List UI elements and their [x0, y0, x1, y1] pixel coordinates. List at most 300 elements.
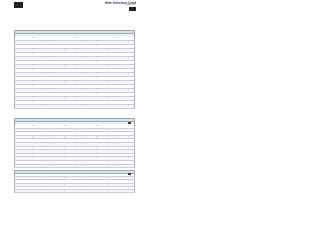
table-cell [91, 143, 102, 146]
table-cell [70, 45, 81, 48]
table-cell [102, 139, 113, 142]
table-cell [70, 154, 81, 157]
table-cell [91, 53, 102, 56]
table-cell [123, 184, 134, 186]
table-cell [91, 161, 102, 164]
table-cell [38, 165, 49, 168]
table-cell [113, 154, 124, 157]
table-cell [91, 81, 102, 84]
table-cell [70, 136, 81, 139]
table-cell [48, 85, 59, 88]
table-cell [102, 180, 113, 182]
table-cell [70, 174, 81, 176]
table-cell [48, 174, 59, 176]
table-cell [38, 190, 49, 192]
table-cell [113, 157, 124, 160]
table-cell [123, 49, 134, 52]
table-cell [48, 157, 59, 160]
table-cell [70, 57, 81, 60]
table-cell [123, 85, 134, 88]
table-cell [27, 157, 38, 160]
table-cell [81, 136, 92, 139]
table-cell [38, 139, 49, 142]
row-label[interactable] [15, 57, 27, 60]
table-cell [81, 147, 92, 150]
table-cell [113, 77, 124, 80]
table-cell [59, 174, 70, 176]
table-cell [91, 190, 102, 192]
connector-icon [128, 122, 131, 124]
table-cell [38, 101, 49, 104]
table-cell [91, 65, 102, 68]
table-cell [48, 49, 59, 52]
table-cell [59, 139, 70, 142]
table-cell [123, 65, 134, 68]
table-cell [123, 161, 134, 164]
row-label[interactable] [15, 147, 27, 150]
table-cell [70, 93, 81, 96]
table-cell [91, 85, 102, 88]
table-cell [48, 147, 59, 150]
table-cell [59, 161, 70, 164]
table-cell [48, 37, 59, 40]
table-cell [27, 41, 38, 44]
table-cell [81, 93, 92, 96]
page-title: Wire Selection Chart [104, 1, 136, 5]
table-cell [91, 136, 102, 139]
row-label[interactable] [15, 184, 27, 186]
table-cell [59, 85, 70, 88]
table-cell [59, 101, 70, 104]
row-label[interactable] [15, 132, 27, 135]
table-cell [59, 105, 70, 108]
row-label[interactable] [15, 53, 27, 56]
table-cell [27, 85, 38, 88]
table-cell [38, 89, 49, 92]
table-cell [81, 65, 92, 68]
table-cell [59, 190, 70, 192]
table-cell [81, 105, 92, 108]
table-cell [27, 190, 38, 192]
table-cell [70, 65, 81, 68]
table-cell [38, 184, 49, 186]
table-cell [48, 136, 59, 139]
table-cell [91, 97, 102, 100]
table-cell [70, 69, 81, 72]
row-label[interactable] [15, 61, 27, 64]
table-cell [81, 77, 92, 80]
table-cell [113, 180, 124, 182]
table-cell [38, 45, 49, 48]
table-cell [102, 97, 113, 100]
row-label[interactable] [15, 136, 27, 139]
table-cell [59, 77, 70, 80]
table-cell [48, 97, 59, 100]
table-cell [48, 184, 59, 186]
row-label[interactable] [15, 190, 27, 192]
table-cell [27, 187, 38, 189]
table-cell [70, 190, 81, 192]
table-cell [48, 180, 59, 182]
table-cell [123, 125, 134, 128]
table-cell [27, 154, 38, 157]
table-cell [81, 177, 92, 179]
table-cell [113, 143, 124, 146]
table-row [14, 190, 135, 193]
table-cell [81, 150, 92, 153]
table-cell [113, 184, 124, 186]
table-cell [102, 45, 113, 48]
table-cell [123, 73, 134, 76]
row-label[interactable] [15, 69, 27, 72]
table-cell [27, 53, 38, 56]
table-cell [59, 73, 70, 76]
row-label[interactable] [15, 125, 27, 128]
table-cell [48, 150, 59, 153]
table-cell [48, 65, 59, 68]
row-label[interactable] [15, 177, 27, 179]
table-cell [113, 41, 124, 44]
row-label[interactable] [15, 154, 27, 157]
table-cell [91, 154, 102, 157]
table-cell [91, 132, 102, 135]
table-cell [91, 129, 102, 132]
table-cell [123, 143, 134, 146]
table-cell [38, 154, 49, 157]
table-cell [70, 73, 81, 76]
table-cell [102, 147, 113, 150]
table-cell [91, 184, 102, 186]
table-cell [59, 65, 70, 68]
table-cell [27, 174, 38, 176]
table-cell [27, 73, 38, 76]
row-label[interactable] [15, 139, 27, 142]
table-cell [27, 136, 38, 139]
company-logo [14, 2, 23, 8]
table-cell [27, 37, 38, 40]
table-cell [113, 125, 124, 128]
table-cell [123, 150, 134, 153]
table-cell [113, 93, 124, 96]
row-label[interactable] [15, 73, 27, 76]
table-cell [70, 81, 81, 84]
table-cell [113, 97, 124, 100]
table-cell [123, 89, 134, 92]
table-cell [123, 129, 134, 132]
row-label[interactable] [15, 174, 27, 176]
table-cell [102, 57, 113, 60]
row-label[interactable] [15, 161, 27, 164]
table-cell [48, 154, 59, 157]
table-cell [59, 81, 70, 84]
table-row [14, 165, 135, 169]
table-cell [27, 97, 38, 100]
table-cell [27, 184, 38, 186]
table-cell [59, 132, 70, 135]
table-cell [59, 177, 70, 179]
table-cell [113, 132, 124, 135]
table-cell [102, 184, 113, 186]
table-cell [70, 49, 81, 52]
table-cell [81, 187, 92, 189]
row-label[interactable] [15, 45, 27, 48]
table-cell [59, 49, 70, 52]
table-cell [91, 157, 102, 160]
table-cell [123, 154, 134, 157]
table-cell [70, 77, 81, 80]
table-cell [38, 85, 49, 88]
table-cell [38, 180, 49, 182]
table-cell [48, 177, 59, 179]
table-cell [81, 89, 92, 92]
table-cell [123, 157, 134, 160]
table-cell [59, 45, 70, 48]
table-cell [59, 180, 70, 182]
table-cell [81, 139, 92, 142]
table-cell [113, 105, 124, 108]
table-cell [102, 136, 113, 139]
row-label[interactable] [15, 37, 27, 40]
table-cell [48, 57, 59, 60]
table-cell [70, 139, 81, 142]
table-cell [81, 161, 92, 164]
table-row [14, 105, 135, 109]
header-product-image [129, 7, 136, 11]
table-cell [70, 53, 81, 56]
table-cell [123, 165, 134, 168]
row-label[interactable] [15, 187, 27, 189]
row-label[interactable] [15, 41, 27, 44]
table-cell [70, 147, 81, 150]
table-cell [70, 161, 81, 164]
table-cell [113, 174, 124, 176]
table-cell [81, 37, 92, 40]
table-cell [48, 89, 59, 92]
table-cell [59, 157, 70, 160]
table-cell [27, 129, 38, 132]
table-cell [27, 101, 38, 104]
table-cell [81, 81, 92, 84]
table-cell [59, 150, 70, 153]
table-cell [48, 129, 59, 132]
table-cell [113, 37, 124, 40]
table-cell [81, 132, 92, 135]
table-cell [70, 125, 81, 128]
table-cell [70, 184, 81, 186]
table-cell [59, 97, 70, 100]
selection-table-3 [14, 170, 135, 193]
table-cell [113, 136, 124, 139]
table-cell [48, 161, 59, 164]
table-cell [91, 41, 102, 44]
table-cell [70, 41, 81, 44]
table-cell [91, 180, 102, 182]
table-cell [113, 177, 124, 179]
table-cell [70, 37, 81, 40]
table-cell [102, 165, 113, 168]
table-cell [123, 180, 134, 182]
table-cell [91, 150, 102, 153]
table-cell [113, 49, 124, 52]
table-cell [81, 61, 92, 64]
table-cell [81, 73, 92, 76]
row-label[interactable] [15, 157, 27, 160]
table-cell [81, 190, 92, 192]
table-cell [38, 65, 49, 68]
row-label[interactable] [15, 101, 27, 104]
table-cell [123, 81, 134, 84]
row-label[interactable] [15, 49, 27, 52]
table-cell [113, 53, 124, 56]
table-cell [27, 81, 38, 84]
table-cell [113, 81, 124, 84]
table-cell [59, 61, 70, 64]
table-cell [38, 53, 49, 56]
table-cell [81, 45, 92, 48]
table-cell [91, 187, 102, 189]
table-cell [113, 139, 124, 142]
table-cell [27, 125, 38, 128]
table-cell [48, 69, 59, 72]
table-cell [70, 157, 81, 160]
row-label[interactable] [15, 150, 27, 153]
table-cell [38, 136, 49, 139]
table-cell [102, 174, 113, 176]
table-cell [113, 57, 124, 60]
table-cell [81, 97, 92, 100]
table-cell [38, 77, 49, 80]
table-cell [102, 125, 113, 128]
table-cell [27, 165, 38, 168]
table-cell [38, 37, 49, 40]
table-cell [91, 69, 102, 72]
table-cell [123, 136, 134, 139]
table-cell [48, 190, 59, 192]
row-label[interactable] [15, 93, 27, 96]
table-cell [70, 150, 81, 153]
table-cell [81, 49, 92, 52]
table-cell [38, 150, 49, 153]
table-cell [48, 139, 59, 142]
table-cell [70, 132, 81, 135]
page-header [0, 0, 149, 13]
table-cell [38, 177, 49, 179]
table-cell [27, 180, 38, 182]
table-cell [123, 139, 134, 142]
table-cell [113, 69, 124, 72]
table-cell [70, 143, 81, 146]
table-cell [70, 89, 81, 92]
table-cell [27, 105, 38, 108]
table-cell [102, 85, 113, 88]
table-cell [91, 73, 102, 76]
table-cell [91, 49, 102, 52]
table-cell [113, 190, 124, 192]
table-cell [70, 129, 81, 132]
table-cell [102, 89, 113, 92]
table-cell [102, 105, 113, 108]
table-cell [27, 61, 38, 64]
table-cell [59, 57, 70, 60]
table-cell [102, 73, 113, 76]
table-cell [27, 150, 38, 153]
table-cell [38, 97, 49, 100]
row-label[interactable] [15, 143, 27, 146]
table-cell [59, 37, 70, 40]
table-cell [81, 41, 92, 44]
row-label[interactable] [15, 77, 27, 80]
row-label[interactable] [15, 129, 27, 132]
table-cell [48, 143, 59, 146]
table-cell [102, 81, 113, 84]
table-cell [81, 174, 92, 176]
table-cell [27, 139, 38, 142]
row-label[interactable] [15, 180, 27, 182]
table-cell [91, 125, 102, 128]
table-cell [81, 101, 92, 104]
table-cell [81, 157, 92, 160]
table-cell [91, 174, 102, 176]
table-cell [27, 65, 38, 68]
table-cell [81, 57, 92, 60]
connector-icon [128, 173, 131, 175]
table-cell [102, 190, 113, 192]
table-cell [48, 41, 59, 44]
table-cell [70, 105, 81, 108]
row-label[interactable] [15, 89, 27, 92]
row-label[interactable] [15, 65, 27, 68]
table-cell [27, 93, 38, 96]
table-cell [123, 93, 134, 96]
table-cell [123, 41, 134, 44]
table-cell [91, 77, 102, 80]
table-cell [27, 77, 38, 80]
table-cell [38, 61, 49, 64]
table-cell [59, 41, 70, 44]
table-cell [81, 184, 92, 186]
table-cell [38, 73, 49, 76]
row-label[interactable] [15, 105, 27, 108]
table-cell [59, 165, 70, 168]
row-label[interactable] [15, 85, 27, 88]
table-cell [102, 49, 113, 52]
table-cell [59, 69, 70, 72]
table-cell [38, 132, 49, 135]
table-cell [102, 161, 113, 164]
table-cell [38, 147, 49, 150]
row-label[interactable] [15, 165, 27, 168]
table-cell [102, 150, 113, 153]
table-cell [91, 177, 102, 179]
table-cell [102, 77, 113, 80]
table-cell [123, 61, 134, 64]
table-cell [38, 81, 49, 84]
row-label[interactable] [15, 81, 27, 84]
table-cell [27, 177, 38, 179]
row-label[interactable] [15, 97, 27, 100]
table-cell [59, 136, 70, 139]
table-cell [27, 147, 38, 150]
table-cell [48, 105, 59, 108]
table-cell [91, 93, 102, 96]
table-cell [48, 132, 59, 135]
table-cell [113, 165, 124, 168]
table-cell [38, 69, 49, 72]
table-cell [48, 73, 59, 76]
table-cell [81, 129, 92, 132]
table-cell [113, 101, 124, 104]
table-cell [123, 77, 134, 80]
